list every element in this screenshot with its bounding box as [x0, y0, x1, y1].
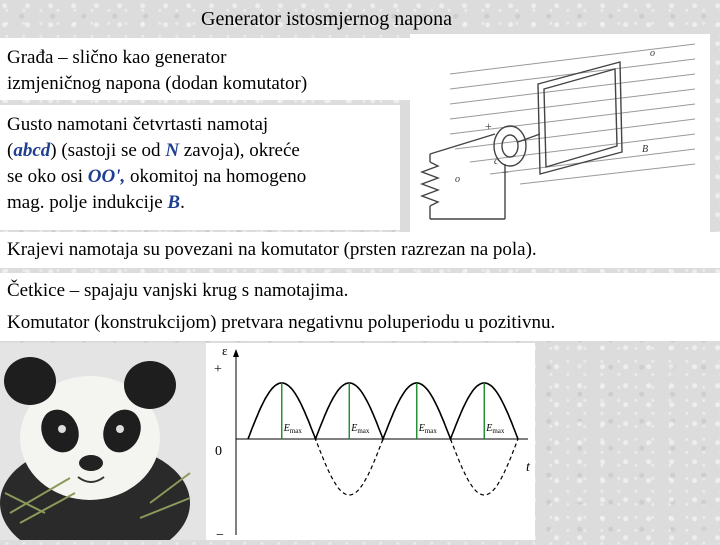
label-c: c	[494, 156, 499, 167]
abcd-symbol: abcd	[13, 140, 51, 161]
label-o-left: o	[455, 174, 460, 185]
structure-line-2: izmjeničnog napona (dodan komutator)	[7, 73, 308, 94]
emf-graph	[206, 343, 535, 540]
peak-label-sub-4: max	[492, 427, 505, 435]
emf-graph-svg	[206, 343, 535, 540]
panda-image	[0, 343, 206, 540]
b-symbol: B	[167, 192, 181, 213]
structure-line-1: Građa – slično kao generator	[7, 47, 227, 68]
peak-label-sub-2: max	[357, 427, 370, 435]
brushes-line-1: Četkice – spajaju vanjski krug s namotajima.	[7, 280, 349, 301]
coil-line-4: mag. polje indukcije B.	[7, 192, 185, 213]
page-title: Generator istosmjernog napona	[201, 8, 453, 30]
x-axis-label: t	[526, 460, 530, 475]
y-minus-label: −	[216, 528, 224, 540]
text-block-structure	[0, 38, 410, 100]
peak-label-1: $E_{max}$	[283, 423, 302, 435]
axis-symbol: OO',	[87, 166, 126, 187]
label-plus: +	[485, 119, 492, 133]
text-block-brushes	[0, 273, 720, 341]
peak-label-4: $E_{max}$	[486, 423, 505, 435]
text-block-coil	[0, 105, 400, 230]
label-minus: −	[502, 165, 509, 179]
generator-drawing	[410, 34, 710, 234]
peak-label-3: $E_{max}$	[418, 423, 437, 435]
peak-label-sub-3: max	[424, 427, 437, 435]
coil-line-2: (abcd) (sastoji se od N zavoja), okreće	[7, 140, 300, 161]
y-axis-label: ε	[222, 343, 228, 358]
y-zero-label: 0	[215, 444, 222, 459]
y-axis-arrow	[233, 349, 239, 357]
y-plus-label: +	[214, 362, 222, 377]
commutator-line: Krajevi namotaja su povezani na komutator (prsten razrezan na pola).	[7, 239, 537, 260]
peak-label-sub-1: max	[289, 427, 302, 435]
label-b-field: B	[642, 144, 649, 155]
n-symbol: N	[165, 140, 180, 161]
brushes-line-2: Komutator (konstrukcijom) pretvara negativnu poluperiodu u pozitivnu.	[7, 312, 556, 333]
coil-line-3: se oko osi OO', okomitoj na homogeno	[7, 166, 307, 187]
coil-line-1: Gusto namotani četvrtasti namotaj	[7, 114, 269, 135]
generator-figure	[410, 34, 710, 234]
text-block-commutator	[0, 232, 720, 268]
peak-label-2: $E_{max}$	[351, 423, 370, 435]
label-o-top: o	[650, 48, 655, 59]
